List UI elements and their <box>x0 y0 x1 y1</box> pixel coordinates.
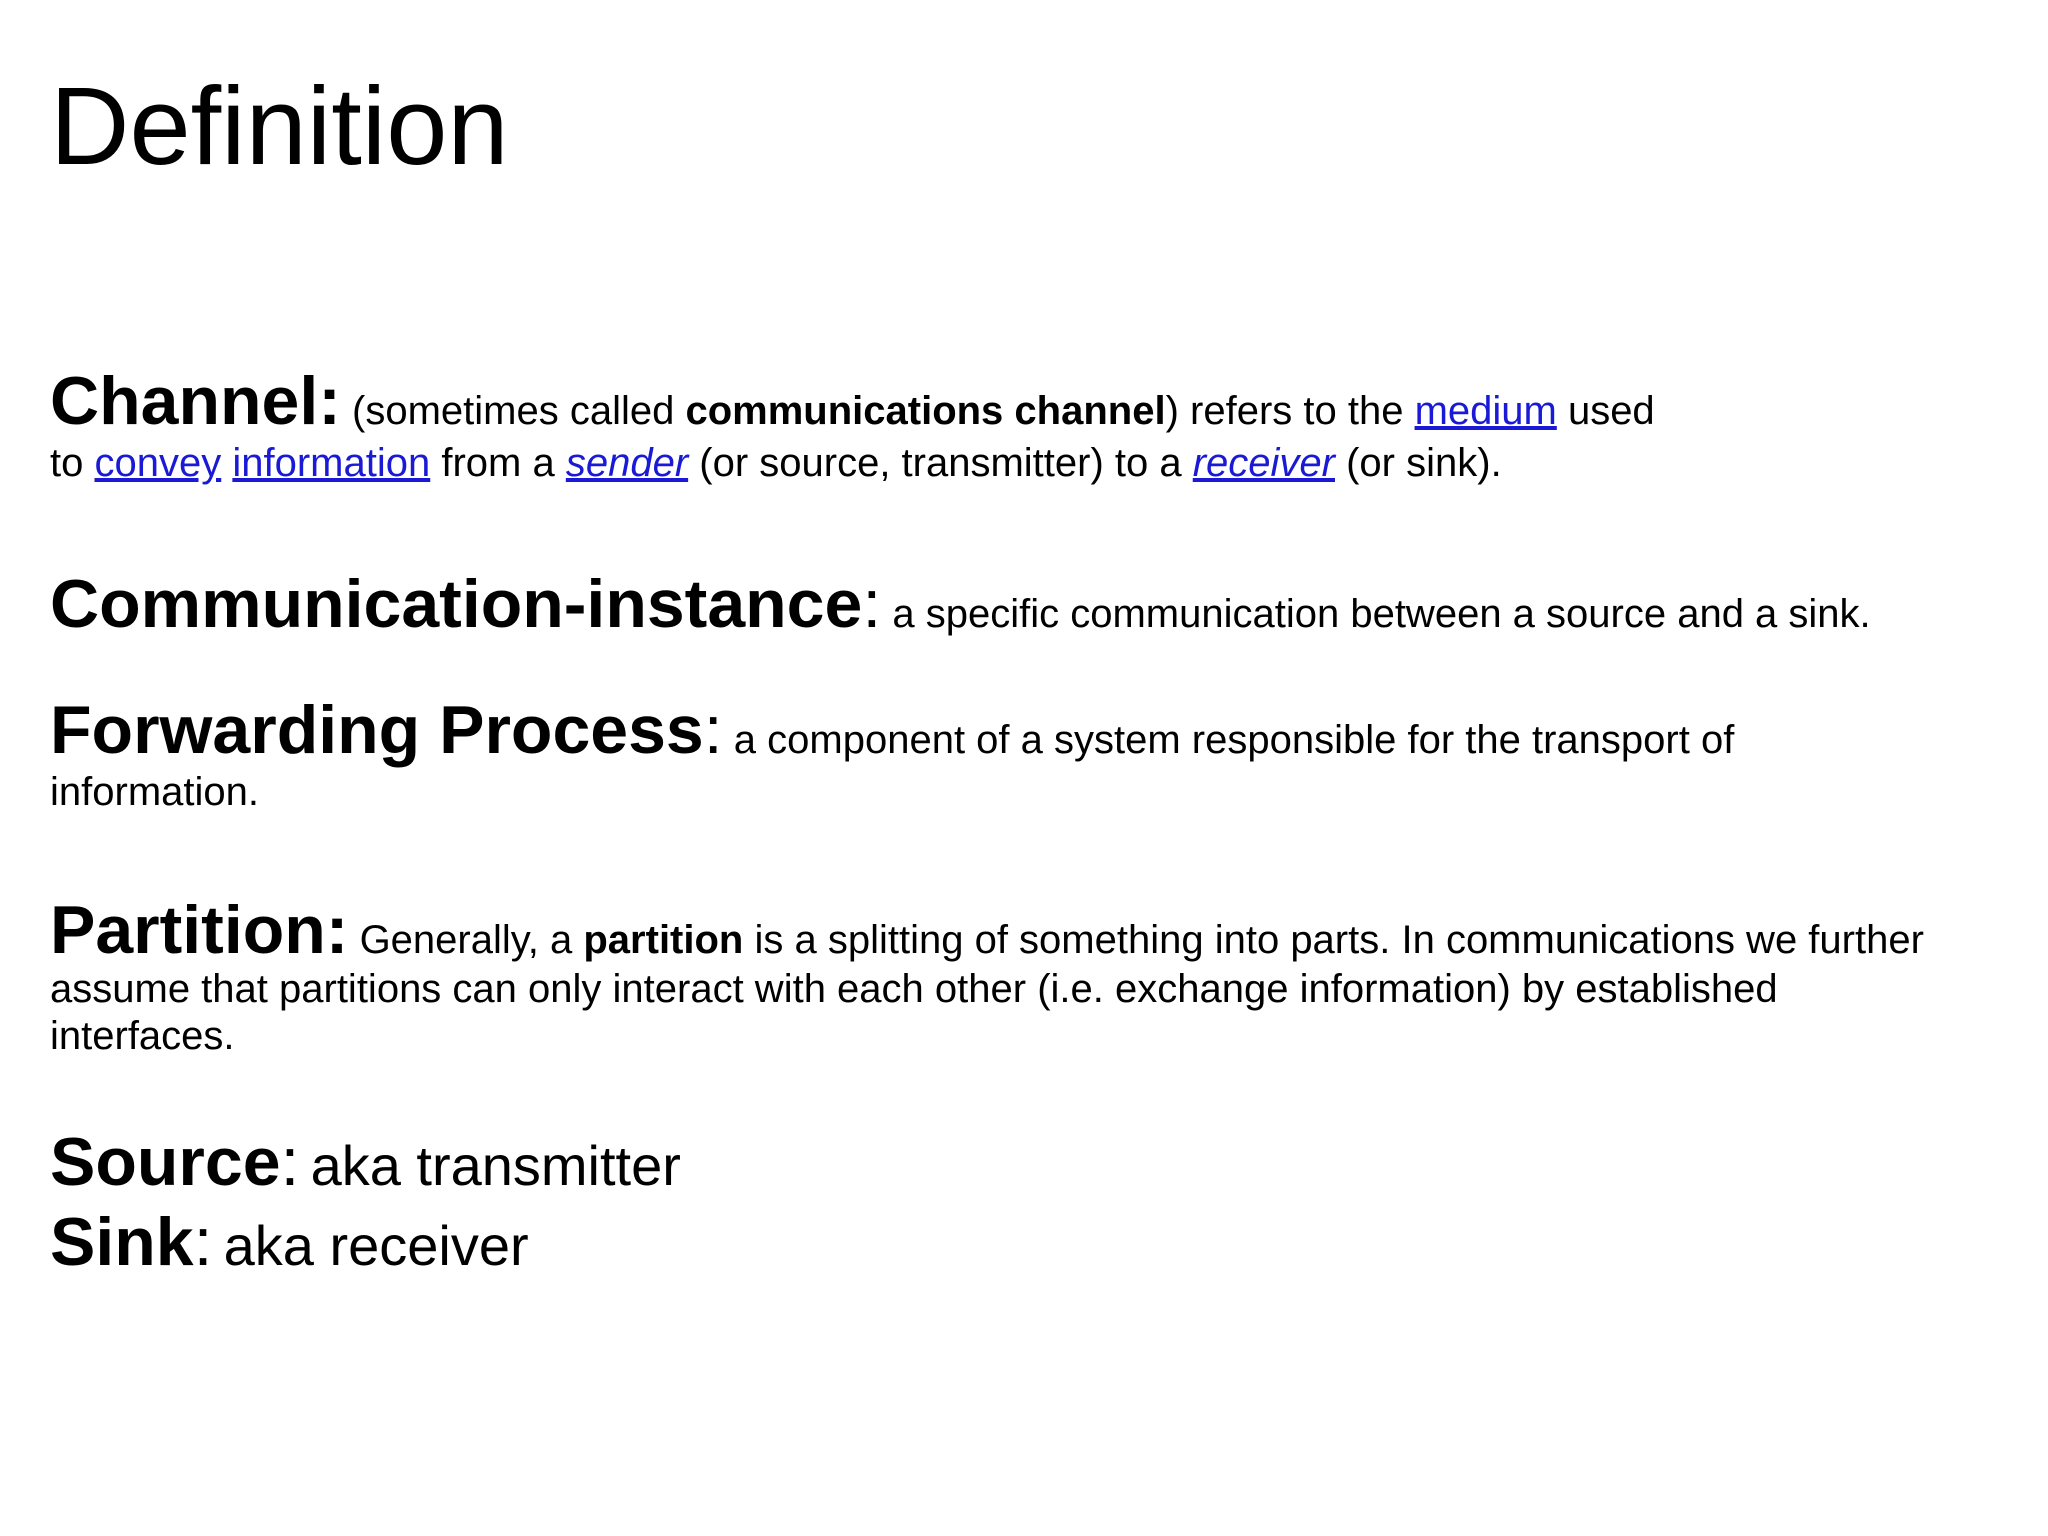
definition-sink <box>50 1204 2010 1280</box>
channel-text-6: from a <box>430 441 566 485</box>
forwarding-process-text: a component of a system responsible for the transport of <box>733 718 1735 762</box>
channel-text-3: used <box>1556 389 1655 433</box>
partition-line-2 <box>50 966 2010 1013</box>
definition-channel <box>50 363 2010 489</box>
slide-title: Definition <box>50 65 509 188</box>
term-forwarding-process: Forwarding Process <box>50 692 704 768</box>
colon: : <box>280 1124 300 1200</box>
channel-text-1: (sometimes called <box>352 389 686 433</box>
channel-line-1 <box>50 363 2010 439</box>
definition-forwarding-process <box>50 692 2010 818</box>
forwarding-line-2 <box>50 766 2010 818</box>
term-communication-instance: Communication-instance <box>50 566 863 642</box>
forwarding-line-1 <box>50 692 2010 768</box>
colon: : <box>193 1204 213 1280</box>
term-channel: Channel: <box>50 363 341 439</box>
partition-line-1 <box>50 892 2010 968</box>
sink-text: aka receiver <box>223 1214 529 1277</box>
term-source: Source <box>50 1124 281 1200</box>
partition-text-2: is a splitting of something into parts. In communications we further <box>743 918 1924 962</box>
definition-partition <box>50 892 2010 1060</box>
link-convey[interactable]: convey <box>94 441 222 485</box>
channel-text-8: (or sink). <box>1335 441 1502 485</box>
channel-line-2 <box>50 437 2010 489</box>
term-sink: Sink <box>50 1204 194 1280</box>
partition-text-1: Generally, a <box>359 918 584 962</box>
source-text: aka transmitter <box>310 1134 681 1197</box>
forwarding-process-text-2: information. <box>50 770 259 814</box>
partition-text-4: interfaces. <box>50 1014 235 1058</box>
definition-source <box>50 1124 2010 1200</box>
channel-bold-term: communications channel <box>685 389 1166 433</box>
link-information[interactable]: information <box>232 441 431 485</box>
definition-communication-instance <box>50 566 2010 642</box>
colon: : <box>703 692 723 768</box>
channel-text-4: to <box>50 441 95 485</box>
link-medium[interactable]: medium <box>1414 389 1557 433</box>
channel-text-7: (or source, transmitter) to a <box>688 441 1193 485</box>
channel-text-5 <box>221 441 232 485</box>
term-partition: Partition: <box>50 892 349 968</box>
channel-text-2: ) refers to the <box>1165 389 1415 433</box>
partition-text-3: assume that partitions can only interact with each other (i.e. exchange information) by established <box>50 967 1778 1011</box>
partition-line-3 <box>50 1013 2010 1060</box>
link-receiver[interactable]: receiver <box>1192 441 1335 485</box>
colon: : <box>862 566 882 642</box>
communication-instance-text: a specific communication between a source and a sink. <box>892 592 1871 636</box>
partition-bold-term: partition <box>583 918 744 962</box>
link-sender[interactable]: sender <box>565 441 689 485</box>
